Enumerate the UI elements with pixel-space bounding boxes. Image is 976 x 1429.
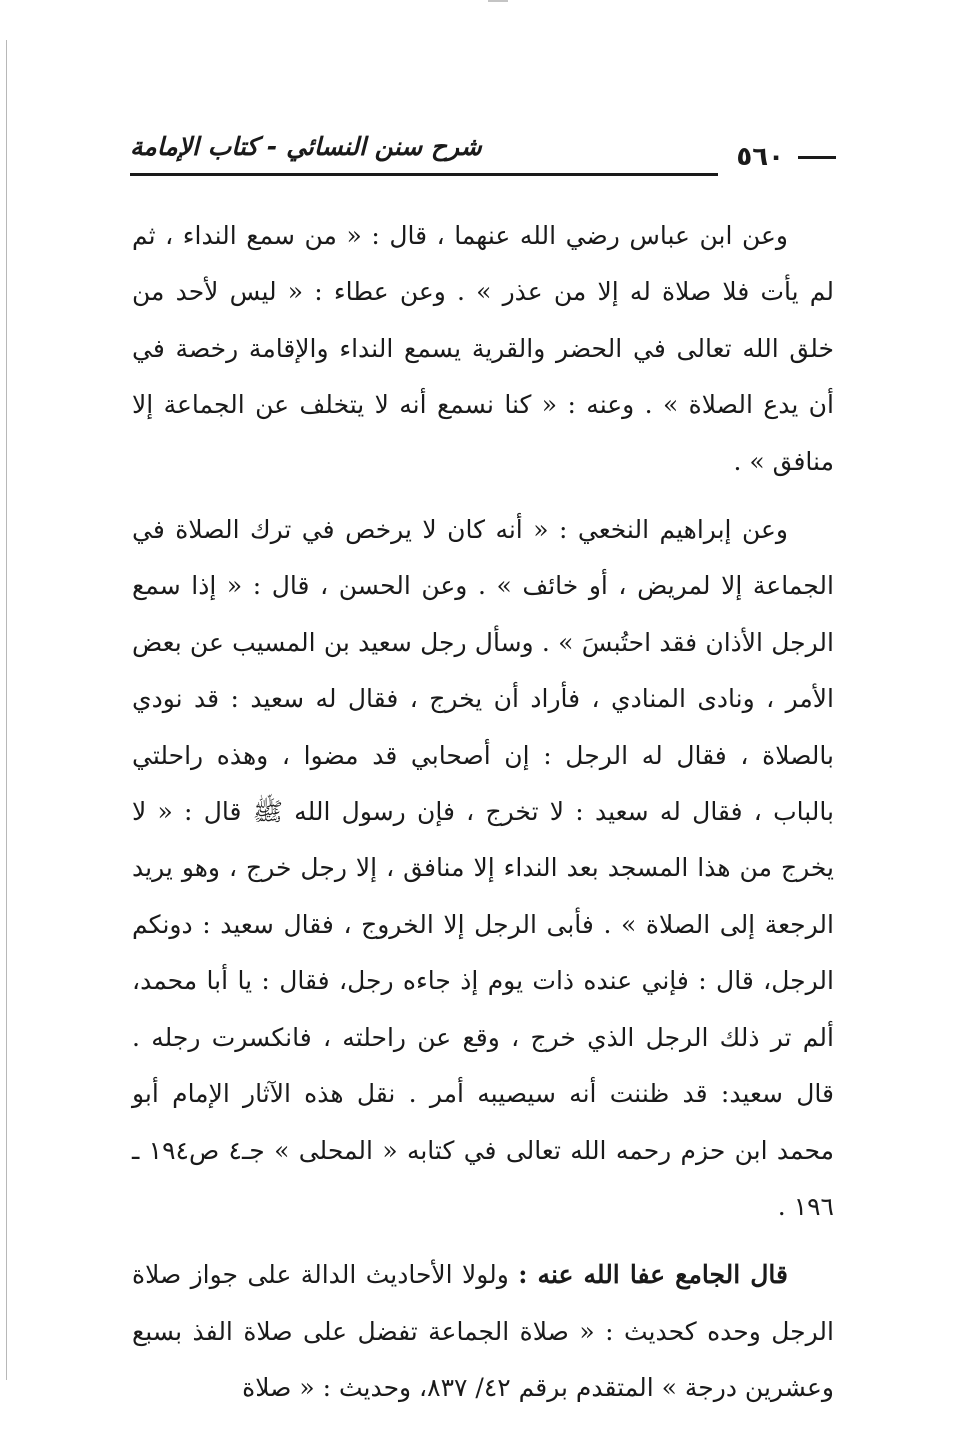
paragraph-3-text: ولولا الأحاديث الدالة على جواز صلاة الرجل وحده كحديث : « صلاة الجماعة تفضل على صلاة الفذ بسبع وعشرين درجة » المتقدم برقم ٤٢/ ٨٣٧، وحديث : « صلاة [132, 1260, 834, 1403]
page-number-block [736, 142, 836, 172]
running-header [130, 128, 836, 188]
page-number: ٥٦٠ [736, 142, 784, 172]
paragraph-3 [132, 1247, 834, 1416]
paragraph-2-text: وعن إبراهيم النخعي : « أنه كان لا يرخص في ترك الصلاة في الجماعة إلا لمريض ، أو خائف » . وعن الحسن ، قال : « إذا سمع الرجل الأذان فقد احتُبسَ » . وسأل رجل سعيد بن المسيب عن بعض الأمر ، ونادى المنادي ، فأراد أن يخرج ، فقال له سعيد : قد نودي بالصلاة ، فقال له الرجل : إن أصحابي قد مضوا ، وهذه راحلتي بالباب ، فقال له سعيد : لا تخرج ، فإن رسول الله ﷺ قال : « لا يخرج من هذا المسجد بعد النداء إلا منافق ، إلا رجل خرج ، وهو يريد الرجعة إلى الصلاة » . فأبى الرجل إلا الخروج ، فقال سعيد : دونكم الرجل، قال : فإني عنده ذات يوم إذ جاءه رجل، فقال : يا أبا محمد، ألم تر ذلك الرجل الذي خرج ، وقع عن راحلته ، فانكسرت رجله . قال سعيد: قد ظننت أنه سيصيبه أمر . نقل هذه الآثار الإمام أبو محمد ابن حزم رحمه الله تعالى في كتابه « المحلى » جـ٤ ص١٩٤ ـ ١٩٦ . [132, 515, 834, 1221]
scan-page-edge [6, 40, 7, 1380]
paragraph-2 [132, 502, 834, 1235]
page-number-dash [798, 156, 836, 159]
scan-top-mark [488, 0, 508, 2]
paragraph-1 [132, 208, 834, 490]
paragraph-1-text: وعن ابن عباس رضي الله عنهما ، قال : « من سمع النداء ، ثم لم يأت فلا صلاة له إلا من عذر » . وعن عطاء : « ليس لأحد من خلق الله تعالى في الحضر والقرية يسمع النداء والإقامة رخصة في أن يدع الصلاة » . وعنه : « كنا نسمع أنه لا يتخلف عن الجماعة إلا منافق » . [132, 221, 834, 476]
header-rule [130, 173, 718, 176]
paragraph-3-lead: قال الجامع عفا الله عنه : [518, 1260, 789, 1290]
body-text [132, 208, 834, 1429]
header-title: شرح سنن النسائي - كتاب الإمامة [130, 132, 482, 161]
